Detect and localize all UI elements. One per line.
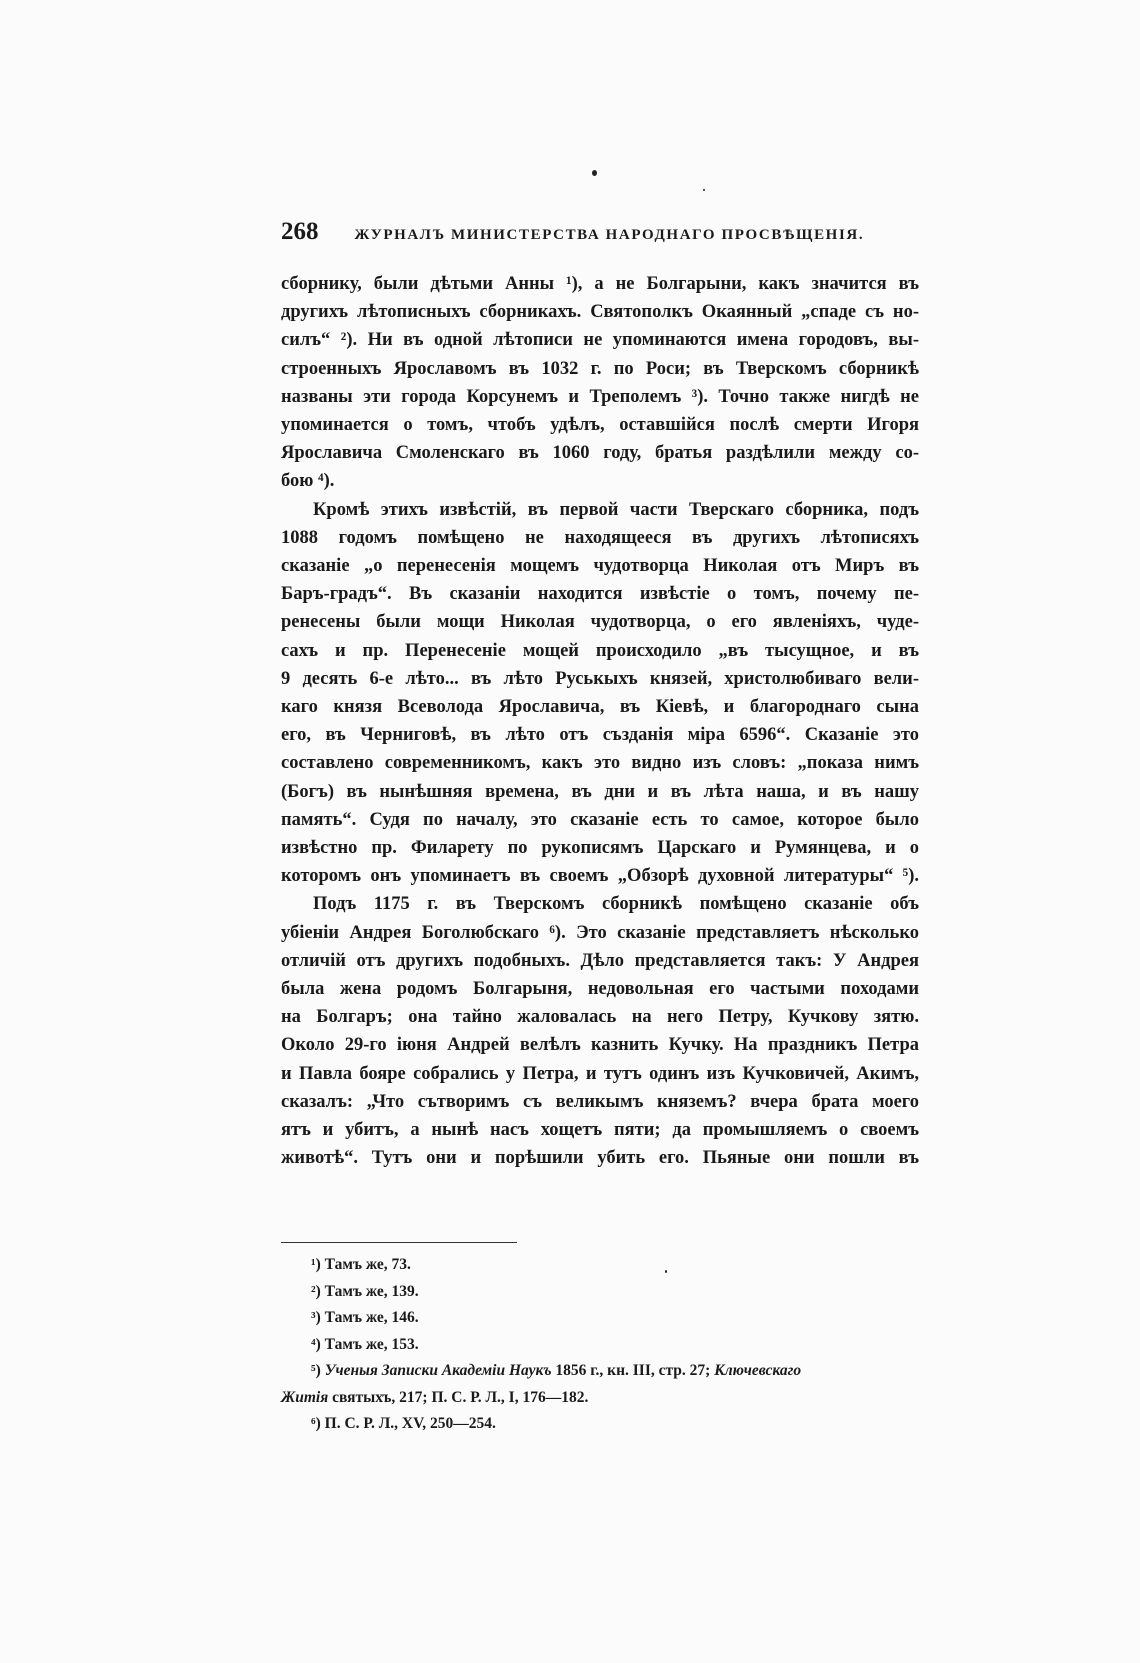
text-line: которомъ онъ упоминаетъ въ своемъ „Обзорѣ духовной литературы“ ⁵). — [281, 866, 919, 887]
footnote-5-continuation-text: святыхъ, 217; П. С. Р. Л., I, 176—182. — [332, 1388, 589, 1406]
footnote-1: ¹) Тамъ же, 73. — [311, 1256, 411, 1273]
text-line: извѣстно пр. Филарету по рукописямъ Царскаго и Румянцева, и о — [281, 838, 919, 859]
text-line: каго князя Всеволода Ярославича, въ Кіевѣ, и благороднаго сына — [281, 697, 919, 718]
text-line: память“. Судя по началу, это сказаніе есть то самое, которое было — [281, 809, 919, 830]
text-line: на Болгаръ; она тайно жаловалась на него Петру, Кучкову зятю. — [281, 1007, 919, 1028]
text-line: сказаніе „о перенесенія мощемъ чудотворца Николая отъ Миръ въ — [281, 556, 919, 577]
footnote-4: ⁴) Тамъ же, 153. — [311, 1335, 419, 1353]
running-title: ЖУРНАЛЪ МИНИСТЕРСТВА НАРОДНАГО ПРОСВѢЩЕНІЯ. — [354, 227, 865, 243]
paragraph-start-line: Подъ 1175 г. въ Тверскомъ сборникѣ помѣщено сказаніе объ — [313, 894, 919, 915]
print-speck — [703, 189, 705, 191]
footnote-3: ³) Тамъ же, 146. — [311, 1309, 419, 1326]
page-header — [281, 218, 921, 252]
footnote-5-marker: ⁵) — [311, 1362, 321, 1379]
text-line: отличій отъ другихъ подобныхъ. Дѣло представляется такъ: У Андрея — [281, 950, 919, 971]
text-line: названы эти города Корсунемъ и Треполемъ ³). Точно также нигдѣ не — [281, 386, 919, 407]
footnote-5-work-title: Житія — [281, 1388, 329, 1406]
text-line: сахъ и пр. Перенесеніе мощей происходило „въ тысущное, и въ — [281, 640, 919, 661]
text-line: Баръ-градъ“. Въ сказаніи находится извѣстіе о томъ, почему пе- — [281, 584, 919, 605]
footnote-5-author: Ключевскаго — [714, 1362, 802, 1379]
body-text — [281, 270, 919, 1173]
footnote-2: ²) Тамъ же, 139. — [311, 1282, 419, 1300]
text-line: сказалъ: „Что сътворимъ съ великымъ княземъ? вчера брата моего — [281, 1091, 919, 1112]
text-line: и Павла бояре собрались у Петра, и тутъ одинъ изъ Кучковичей, Акимъ, — [281, 1063, 919, 1084]
text-line: его, въ Черниговѣ, въ лѣто отъ създанія міра 6596“. Сказаніе это — [281, 725, 919, 746]
text-line: была жена родомъ Болгарыня, недовольная его частыми походами — [281, 979, 919, 1000]
text-line: силъ“ ²). Ни въ одной лѣтописи не упоминаются имена городовъ, вы- — [281, 330, 919, 351]
text-line: составлено современникомъ, какъ это видно изъ словъ: „показа нимъ — [281, 753, 919, 774]
text-line: убіеніи Андрея Боголюбскаго ⁶). Это сказаніе представляетъ нѣсколько — [281, 922, 919, 943]
text-line: Ярославича Смоленскаго въ 1060 году, братья раздѣлили между со- — [281, 443, 919, 464]
footnote-6: ⁶) П. С. Р. Л., XV, 250—254. — [311, 1415, 496, 1432]
text-line: бою ⁴). — [281, 471, 335, 492]
paragraph-start-line: Кромѣ этихъ извѣстій, въ первой части Тверскаго сборника, подъ — [313, 499, 919, 520]
footnotes — [281, 1252, 919, 1438]
page-number: 268 — [281, 218, 319, 245]
footnote-5 — [281, 1358, 919, 1385]
footnote-5-source-details: 1856 г., кн. III, стр. 27; — [555, 1362, 711, 1379]
text-line: ятъ и убитъ, а нынѣ насъ хощетъ пяти; да промышляемъ о своемъ — [281, 1120, 919, 1141]
text-line: 1088 годомъ помѣщено не находящееся въ другихъ лѣтописяхъ — [281, 527, 919, 548]
text-line: (Богъ) въ нынѣшняя времена, въ дни и въ лѣта наша, и въ нашу — [281, 781, 919, 802]
footnote-5-continuation — [281, 1385, 919, 1412]
text-line: строенныхъ Ярославомъ въ 1032 г. по Роси; въ Тверскомъ сборникѣ — [281, 358, 919, 379]
print-speck — [592, 170, 597, 176]
text-line: другихъ лѣтописныхъ сборникахъ. Святополкъ Окаянный „спаде съ но- — [281, 302, 919, 323]
text-line: 9 десять 6-е лѣто... въ лѣто Руськыхъ князей, христолюбиваго вели- — [281, 668, 919, 689]
text-line: ренесены были мощи Николая чудотворца, о его явленіяхъ, чуде- — [281, 612, 919, 633]
footnote-5-source-title: Ученыя Записки Академіи Наукъ — [324, 1362, 552, 1379]
text-line: упоминается о томъ, чтобъ удѣлъ, оставшійся послѣ смерти Игоря — [281, 415, 919, 436]
footnote-divider — [281, 1242, 517, 1243]
text-line: сборнику, были дѣтьми Анны ¹), а не Болгарыни, какъ значится въ — [281, 274, 919, 294]
text-line: Около 29-го іюня Андрей велѣлъ казнить Кучку. На праздникъ Петра — [281, 1035, 919, 1056]
text-line: животѣ“. Тутъ они и порѣшили убить его. Пьяные они пошли въ — [281, 1148, 919, 1169]
